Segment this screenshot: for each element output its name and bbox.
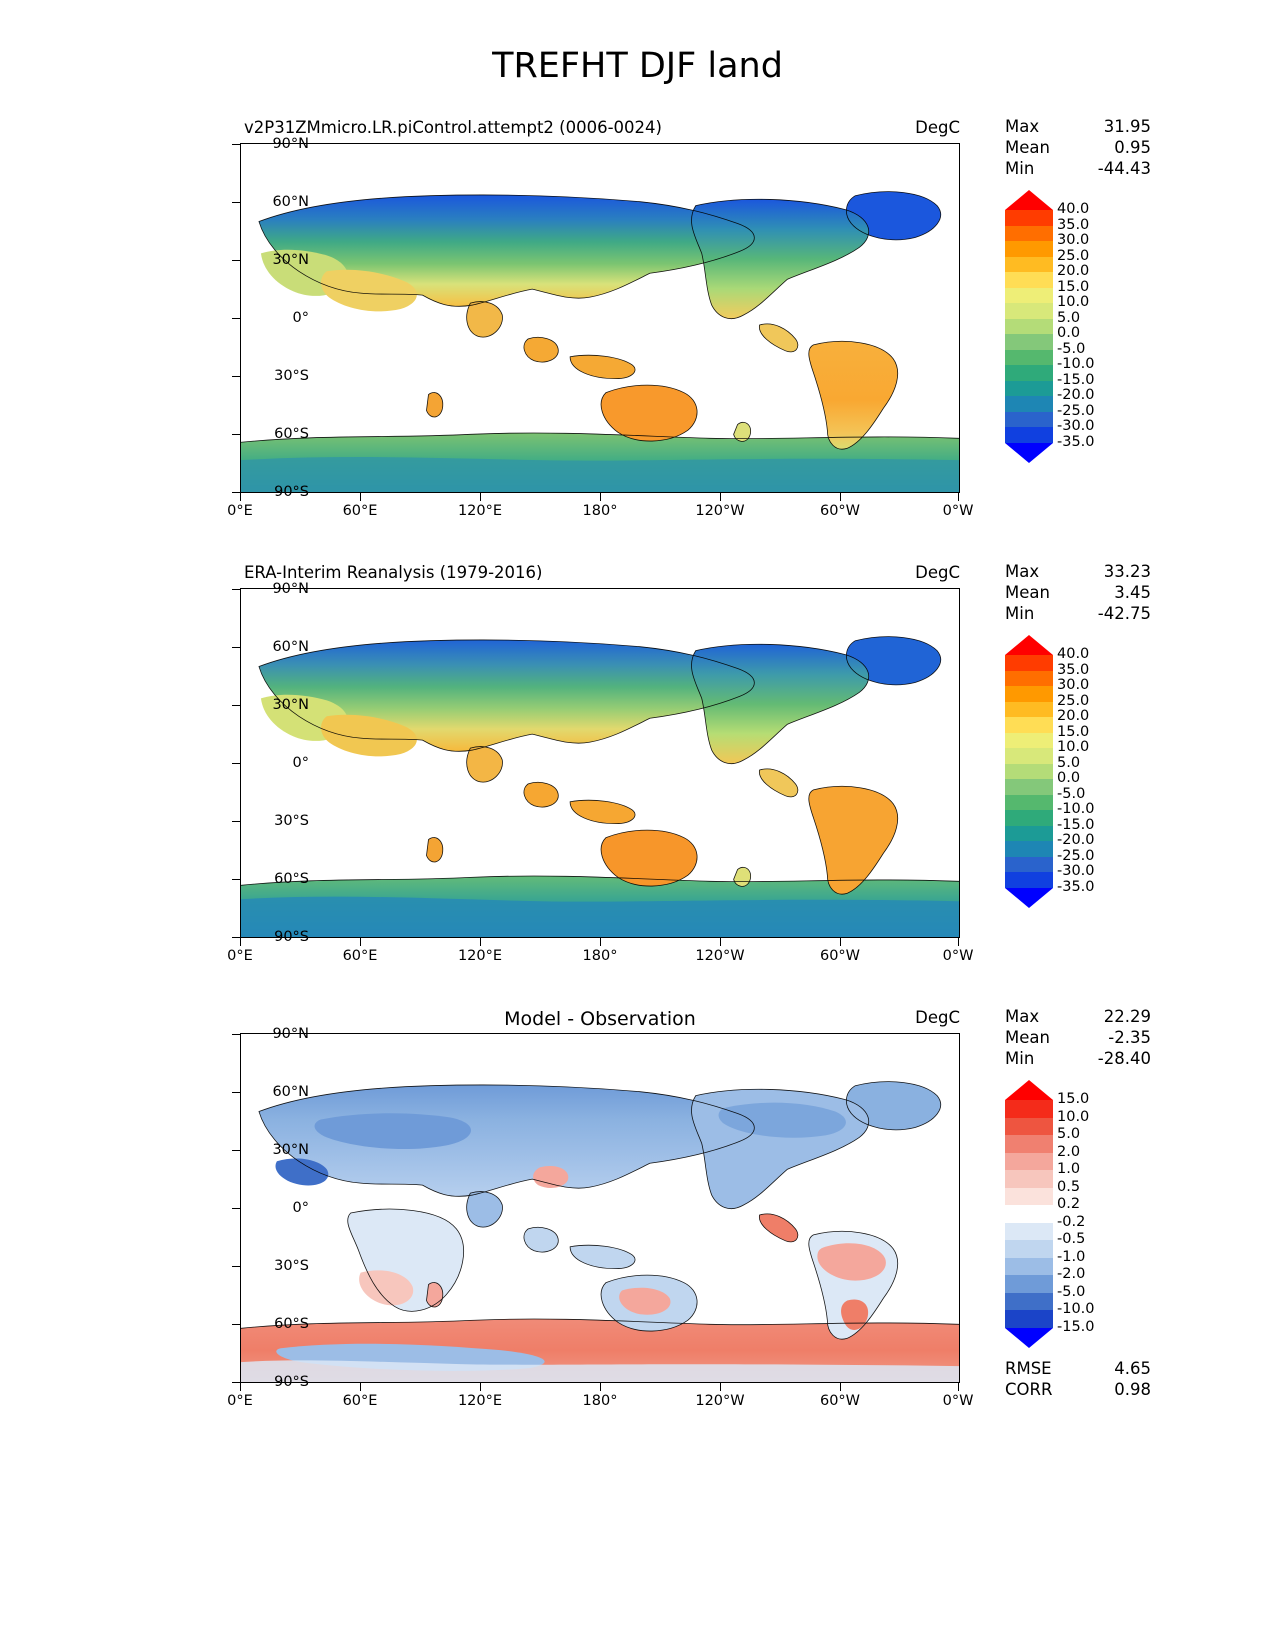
colorbar-body	[1005, 1091, 1095, 1335]
colorbar-segment	[1005, 1240, 1053, 1258]
colorbar-tick-label: 0.0	[1057, 325, 1081, 341]
x-tick-label: 0°E	[227, 948, 253, 964]
colorbar-tick-label: 40.0	[1057, 201, 1090, 217]
colorbar-tick-label: -15.0	[1057, 1318, 1095, 1335]
colorbar-segment	[1005, 1275, 1053, 1293]
colorbar-tick-label: 10.0	[1057, 294, 1090, 310]
y-tick-label: 30°N	[272, 252, 309, 268]
y-tick-mark	[232, 144, 240, 145]
colorbar-tick-label: 10.0	[1057, 739, 1090, 755]
colorbar-observation	[1005, 635, 1095, 908]
colorbar-tick-label: 40.0	[1057, 646, 1090, 662]
colorbar-segment	[1005, 717, 1053, 733]
x-tick-label: 60°E	[342, 1393, 378, 1409]
colorbar-segment	[1005, 365, 1053, 381]
colorbar-tick-label: 0.5	[1057, 1178, 1081, 1195]
colorbar-segment	[1005, 733, 1053, 749]
y-tick-mark	[232, 1092, 240, 1093]
stat-label: Max	[1005, 1007, 1040, 1026]
colorbar-tick-label: 25.0	[1057, 692, 1090, 709]
colorbar-segment	[1005, 226, 1053, 242]
y-tick-mark	[232, 202, 240, 203]
colorbar-tick-label: 15.0	[1057, 723, 1090, 740]
colorbar-tick-label: -25.0	[1057, 847, 1095, 864]
stat-label: Min	[1005, 1049, 1035, 1068]
colorbar-body	[1005, 201, 1095, 450]
metric-label: CORR	[1005, 1380, 1053, 1399]
colorbar-tick-label: 10.0	[1057, 1108, 1090, 1125]
x-tick-label: 0°E	[227, 503, 253, 519]
colorbar-tick-label: -10.0	[1057, 801, 1095, 817]
colorbar-tick-label: 5.0	[1057, 309, 1081, 326]
map-difference	[240, 1033, 960, 1383]
colorbar-segment	[1005, 288, 1053, 304]
x-tick-label: 120°W	[695, 1393, 745, 1409]
y-tick-mark	[232, 1266, 240, 1267]
colorbar-segment	[1005, 319, 1053, 335]
stat-value: -28.40	[1097, 1049, 1151, 1068]
x-tick-label: 0°W	[942, 948, 974, 964]
map-difference-svg	[241, 1034, 959, 1382]
colorbar-tick-label: -15.0	[1057, 371, 1095, 388]
x-tick-label: 120°E	[457, 948, 503, 964]
colorbar-tick-label: 30.0	[1057, 232, 1090, 248]
colorbar-tick-label: 5.0	[1057, 754, 1081, 771]
x-tick-label: 0°E	[227, 1393, 253, 1409]
x-tick-label: 60°E	[342, 948, 378, 964]
colorbar-tick-label: -5.0	[1057, 1283, 1086, 1300]
x-tick-label: 60°W	[819, 948, 861, 964]
x-tick-label: 0°W	[942, 503, 974, 519]
y-tick-mark	[232, 821, 240, 822]
stat-value: 22.29	[1103, 1007, 1151, 1026]
y-tick-label: 90°S	[274, 929, 309, 945]
colorbar-segment	[1005, 396, 1053, 412]
x-tick-label: 120°W	[695, 503, 745, 519]
colorbar-segment	[1005, 1188, 1053, 1206]
colorbar-max-arrow	[1005, 1080, 1053, 1100]
colorbar-tick-label: 35.0	[1057, 216, 1090, 233]
colorbar-segment	[1005, 1170, 1053, 1188]
colorbar-tick-label: -20.0	[1057, 832, 1095, 848]
y-tick-mark	[232, 763, 240, 764]
colorbar-tick-label: -30.0	[1057, 418, 1095, 434]
colorbar-segment	[1005, 857, 1053, 873]
colorbar-segment	[1005, 764, 1053, 780]
colorbar-tick-label: 15.0	[1057, 278, 1090, 295]
colorbar-segment	[1005, 1118, 1053, 1136]
colorbar-tick-label: -25.0	[1057, 402, 1095, 419]
y-tick-label: 30°S	[274, 813, 309, 829]
colorbar-min-arrow	[1005, 888, 1053, 908]
y-tick-mark	[232, 705, 240, 706]
colorbar-segment	[1005, 210, 1053, 226]
x-tick-label: 120°W	[695, 948, 745, 964]
x-tick-label: 180°	[582, 948, 618, 964]
stat-label: Mean	[1005, 583, 1050, 602]
y-tick-mark	[232, 1034, 240, 1035]
y-tick-mark	[232, 589, 240, 590]
map-title-left: ERA-Interim Reanalysis (1979-2016)	[244, 563, 543, 582]
colorbar-tick-label: 1.0	[1057, 1161, 1081, 1177]
y-tick-label: 30°S	[274, 1258, 309, 1274]
colorbar-segment	[1005, 1310, 1053, 1328]
stat-value: 33.23	[1103, 562, 1151, 581]
y-tick-label: 60°N	[272, 639, 309, 655]
y-tick-label: 60°S	[274, 426, 309, 442]
colorbar-segment	[1005, 1100, 1053, 1118]
colorbar-segment	[1005, 826, 1053, 842]
colorbar-segment	[1005, 1153, 1053, 1171]
y-tick-label: 90°N	[272, 581, 309, 597]
colorbar-tick-label: -35.0	[1057, 433, 1095, 450]
y-tick-mark	[232, 260, 240, 261]
stat-value: 31.95	[1103, 117, 1151, 136]
colorbar-model	[1005, 190, 1095, 463]
y-tick-label: 30°S	[274, 368, 309, 384]
map-units: DegC	[915, 563, 960, 582]
map-units: DegC	[915, 1008, 960, 1027]
map-observation-svg	[241, 589, 959, 937]
colorbar-tick-label: 35.0	[1057, 661, 1090, 678]
colorbar-tick-label: -5.0	[1057, 785, 1086, 802]
colorbar-tick-label: 5.0	[1057, 1126, 1081, 1142]
stat-value: -44.43	[1097, 159, 1151, 178]
colorbar-min-arrow	[1005, 1328, 1053, 1348]
colorbar-segment	[1005, 686, 1053, 702]
page-title: TREFHT DJF land	[492, 46, 783, 86]
colorbar-segment	[1005, 1135, 1053, 1153]
y-tick-mark	[232, 434, 240, 435]
y-tick-label: 90°S	[274, 1374, 309, 1390]
y-tick-label: 60°S	[274, 1316, 309, 1332]
map-observation	[240, 588, 960, 938]
colorbar-segment	[1005, 1293, 1053, 1311]
colorbar-segment	[1005, 1258, 1053, 1276]
colorbar-tick-label: 15.0	[1057, 1091, 1090, 1107]
colorbar-body	[1005, 646, 1095, 895]
stat-value: -42.75	[1097, 604, 1151, 623]
colorbar-segment	[1005, 303, 1053, 319]
stat-label: Max	[1005, 117, 1040, 136]
colorbar-tick-label: 25.0	[1057, 247, 1090, 264]
colorbar-segment	[1005, 257, 1053, 273]
y-tick-label: 0°	[292, 310, 309, 326]
colorbar-tick-label: -20.0	[1057, 387, 1095, 403]
colorbar-segment	[1005, 795, 1053, 811]
colorbar-segment	[1005, 748, 1053, 764]
stat-label: Max	[1005, 562, 1040, 581]
y-tick-mark	[232, 492, 240, 493]
colorbar-segment	[1005, 412, 1053, 428]
metric-value: 0.98	[1114, 1380, 1151, 1399]
y-tick-label: 90°S	[274, 484, 309, 500]
colorbar-tick-label: 20.0	[1057, 263, 1090, 279]
colorbar-segment	[1005, 334, 1053, 350]
x-tick-label: 120°E	[457, 503, 503, 519]
stat-value: 0.95	[1114, 138, 1151, 157]
y-tick-label: 0°	[292, 755, 309, 771]
colorbar-segment	[1005, 350, 1053, 366]
metric-value: 4.65	[1114, 1359, 1151, 1378]
x-tick-label: 120°E	[457, 1393, 503, 1409]
colorbar-segment	[1005, 272, 1053, 288]
colorbar-segment	[1005, 241, 1053, 257]
y-tick-label: 30°N	[272, 697, 309, 713]
colorbar-segment	[1005, 841, 1053, 857]
colorbar-segment	[1005, 779, 1053, 795]
map-title-model	[240, 118, 960, 140]
x-tick-label: 60°W	[819, 503, 861, 519]
y-tick-mark	[232, 647, 240, 648]
colorbar-segment	[1005, 872, 1053, 888]
colorbar-max-arrow	[1005, 635, 1053, 655]
map-model	[240, 143, 960, 493]
stat-label: Min	[1005, 159, 1035, 178]
y-tick-label: 60°N	[272, 194, 309, 210]
y-tick-mark	[232, 1382, 240, 1383]
colorbar-segment	[1005, 1205, 1053, 1223]
y-tick-label: 0°	[292, 1200, 309, 1216]
map-title-left: v2P31ZMmicro.LR.piControl.attempt2 (0006-0024)	[244, 118, 662, 137]
y-tick-mark	[232, 1150, 240, 1151]
colorbar-tick-label: -1.0	[1057, 1248, 1086, 1265]
colorbar-tick-label: -2.0	[1057, 1266, 1086, 1282]
y-tick-mark	[232, 937, 240, 938]
stat-label: Mean	[1005, 138, 1050, 157]
colorbar-segment	[1005, 427, 1053, 443]
map-model-svg	[241, 144, 959, 492]
colorbar-tick-label: -0.5	[1057, 1231, 1086, 1247]
map-title-difference	[240, 1008, 960, 1030]
y-tick-label: 90°N	[272, 1026, 309, 1042]
colorbar-difference	[1005, 1080, 1095, 1348]
stat-value: 3.45	[1114, 583, 1151, 602]
map-title-observation	[240, 563, 960, 585]
colorbar-tick-label: -0.2	[1057, 1213, 1086, 1230]
colorbar-tick-label: 20.0	[1057, 708, 1090, 724]
y-tick-mark	[232, 879, 240, 880]
colorbar-tick-label: -35.0	[1057, 878, 1095, 895]
metric-label: RMSE	[1005, 1359, 1052, 1378]
colorbar-max-arrow	[1005, 190, 1053, 210]
colorbar-min-arrow	[1005, 443, 1053, 463]
x-tick-label: 180°	[582, 503, 618, 519]
colorbar-tick-label: 30.0	[1057, 677, 1090, 693]
colorbar-tick-label: -15.0	[1057, 816, 1095, 833]
stat-label: Min	[1005, 604, 1035, 623]
colorbar-segment	[1005, 702, 1053, 718]
colorbar-tick-label: -10.0	[1057, 1301, 1095, 1317]
y-tick-mark	[232, 1208, 240, 1209]
y-tick-mark	[232, 318, 240, 319]
y-tick-label: 60°N	[272, 1084, 309, 1100]
colorbar-tick-label: 0.0	[1057, 770, 1081, 786]
map-title-center: Model - Observation	[504, 1008, 696, 1030]
colorbar-segment	[1005, 810, 1053, 826]
colorbar-tick-label: 0.2	[1057, 1196, 1081, 1212]
colorbar-segment	[1005, 381, 1053, 397]
colorbar-tick-label: 2.0	[1057, 1143, 1081, 1160]
colorbar-tick-label: -30.0	[1057, 863, 1095, 879]
colorbar-segment	[1005, 655, 1053, 671]
x-tick-label: 0°W	[942, 1393, 974, 1409]
map-units: DegC	[915, 118, 960, 137]
y-tick-label: 90°N	[272, 136, 309, 152]
colorbar-segment	[1005, 1223, 1053, 1241]
stat-value: -2.35	[1108, 1028, 1151, 1047]
x-tick-label: 180°	[582, 1393, 618, 1409]
stat-label: Mean	[1005, 1028, 1050, 1047]
colorbar-tick-label: -10.0	[1057, 356, 1095, 372]
x-tick-label: 60°W	[819, 1393, 861, 1409]
colorbar-tick-label: -5.0	[1057, 340, 1086, 357]
y-tick-label: 30°N	[272, 1142, 309, 1158]
colorbar-segment	[1005, 671, 1053, 687]
x-tick-label: 60°E	[342, 503, 378, 519]
y-tick-mark	[232, 1324, 240, 1325]
y-tick-label: 60°S	[274, 871, 309, 887]
y-tick-mark	[232, 376, 240, 377]
